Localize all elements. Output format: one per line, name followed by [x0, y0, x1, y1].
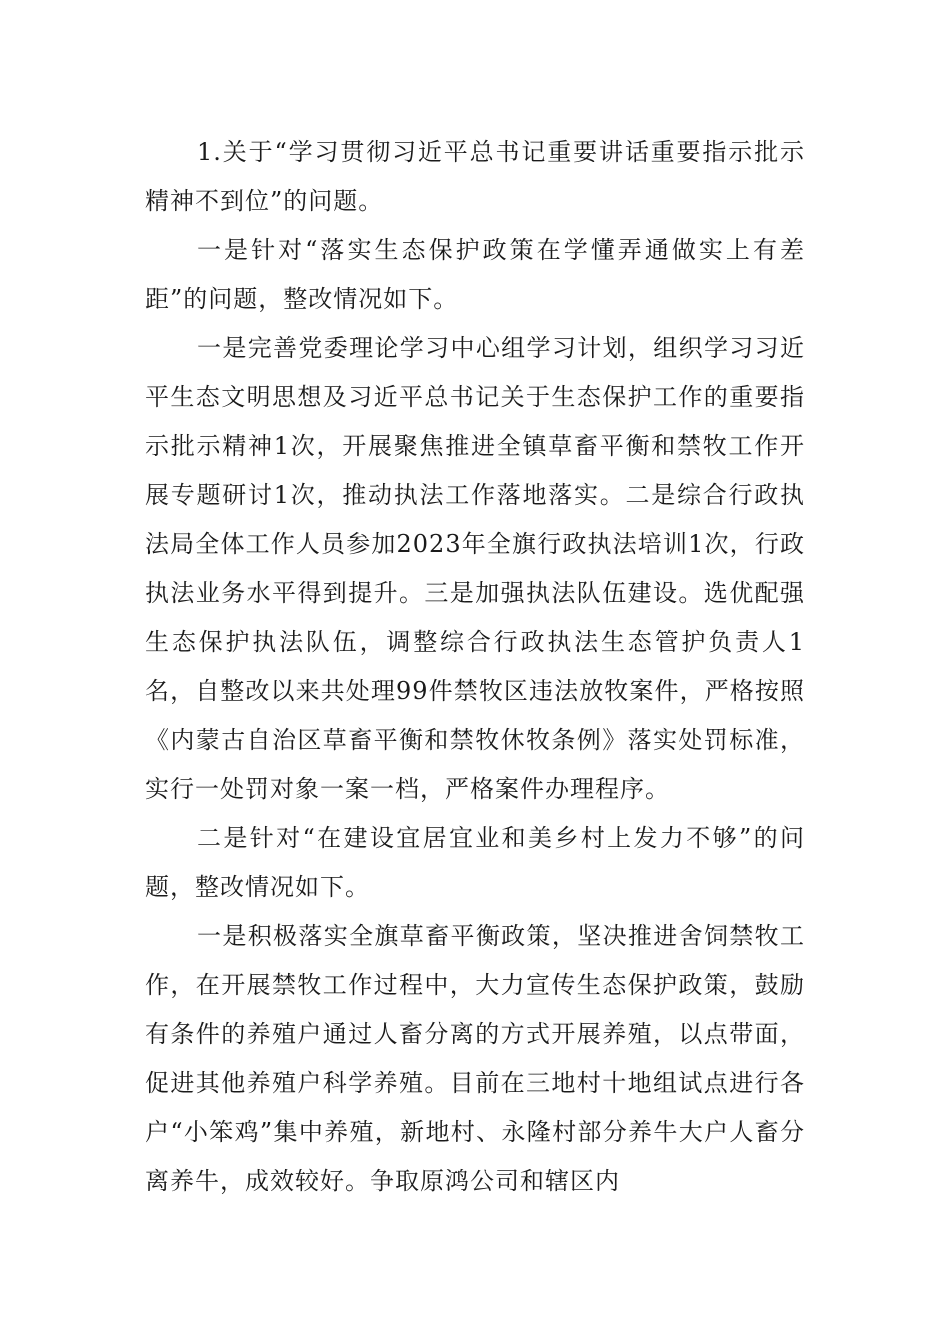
paragraph-rectification-2: 一是积极落实全旗草畜平衡政策，坚决推进舍饲禁牧工作，在开展禁牧工作过程中，大力宣传生态保护政策，鼓励有条件的养殖户通过人畜分离的方式开展养殖，以点带面，促进其他养殖户科学养殖。目前在三地村十地组试点进行各户“小笨鸡”集中养殖，新地村、永隆村部分养牛大户人畜分离养牛，成效较好。争取原鸿公司和辖区内 — [145, 922, 805, 1195]
paragraph-issue-1: 一是针对“落实生态保护政策在学懂弄通做实上有差距”的问题，整改情况如下。 — [145, 236, 805, 313]
paragraph-issue-2: 二是针对“在建设宜居宜业和美乡村上发力不够”的问题，整改情况如下。 — [145, 824, 805, 901]
document-body — [145, 128, 805, 1206]
paragraph-heading-1: 1.关于“学习贯彻习近平总书记重要讲话重要指示批示精神不到位”的问题。 — [145, 138, 805, 215]
paragraph-rectification-1: 一是完善党委理论学习中心组学习计划，组织学习习近平生态文明思想及习近平总书记关于生态保护工作的重要指示批示精神1次，开展聚焦推进全镇草畜平衡和禁牧工作开展专题研讨1次，推动执法工作落地落实。二是综合行政执法局全体工作人员参加2023年全旗行政执法培训1次，行政执法业务水平得到提升。三是加强执法队伍建设。选优配强生态保护执法队伍，调整综合行政执法生态管护负责人1名，自整改以来共处理99件禁牧区违法放牧案件，严格按照《内蒙古自治区草畜平衡和禁牧休牧条例》落实处罚标准，实行一处罚对象一案一档，严格案件办理程序。 — [145, 334, 805, 803]
